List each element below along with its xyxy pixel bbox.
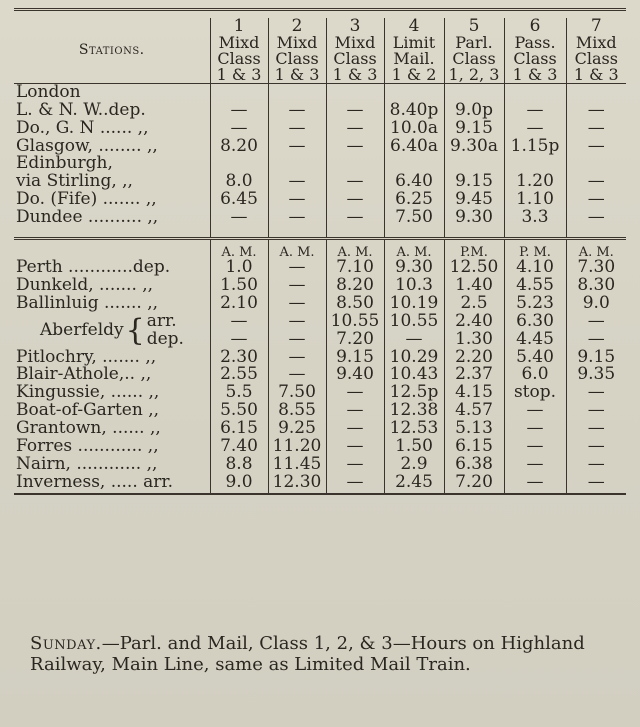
header-row (14, 18, 626, 84)
time-cell: — (566, 313, 626, 331)
station-edinburgh: Edinburgh, (16, 153, 113, 174)
time-cell: 6.15 (210, 420, 268, 438)
stations-heading: Stations. (14, 18, 210, 84)
time-cell: — (566, 438, 626, 456)
arr-label: arr. (146, 310, 177, 331)
time-cell: — (326, 173, 384, 191)
time-cell: 2.37 (444, 366, 504, 384)
am-pm-label: A. M. (384, 238, 444, 259)
time-cell: 8.8 (210, 456, 268, 474)
time-cell: 6.0 (504, 366, 566, 384)
station-name: L. & N. W..dep. (16, 99, 146, 120)
dep-label: dep. (146, 328, 184, 349)
time-cell: 9.45 (444, 191, 504, 209)
time-cell: — (566, 209, 626, 227)
time-cell: — (268, 138, 326, 156)
station-name: Dunkeld, ....... ,, (16, 275, 154, 296)
time-cell: — (566, 102, 626, 120)
time-cell: — (566, 331, 626, 349)
footnote-lead: Sunday. (30, 633, 102, 654)
brace-glyph: { (125, 312, 145, 348)
time-cell: 9.30a (444, 138, 504, 156)
time-cell: 9.30 (384, 259, 444, 277)
footnote-text: —Parl. and Mail, Class 1, 2, & 3—Hours on Highland Railway, Main Line, same as Limited Mail Train. (30, 633, 585, 675)
time-cell: — (210, 120, 268, 138)
time-cell: 8.50 (326, 295, 384, 313)
time-cell: 9.30 (444, 209, 504, 227)
time-cell: 9.0p (444, 102, 504, 120)
time-cell: 1.50 (384, 438, 444, 456)
time-cell: 10.55 (384, 313, 444, 331)
time-cell: 11.45 (268, 456, 326, 474)
time-cell: 9.15 (566, 349, 626, 367)
station-name: Dundee .......... ,, (16, 206, 159, 227)
time-cell: 9.15 (444, 173, 504, 191)
time-cell: 10.3 (384, 277, 444, 295)
time-cell: 7.50 (384, 209, 444, 227)
time-cell: 2.10 (210, 295, 268, 313)
station-name: Nairn, ............ ,, (16, 453, 158, 474)
time-cell: — (326, 474, 384, 495)
time-cell: — (268, 331, 326, 349)
station-name: Perth ............dep. (16, 257, 171, 278)
time-cell: 2.9 (384, 456, 444, 474)
time-cell: 9.15 (444, 120, 504, 138)
time-cell: — (504, 420, 566, 438)
col-head-6: 6 Pass. Class 1 & 3 (504, 18, 566, 84)
time-cell: 4.55 (504, 277, 566, 295)
station-name: Kingussie, ...... ,, (16, 382, 160, 403)
time-cell: — (384, 331, 444, 349)
time-cell: — (210, 331, 268, 349)
time-cell: — (566, 138, 626, 156)
time-cell: — (326, 456, 384, 474)
time-cell: 9.40 (326, 366, 384, 384)
timetable (14, 18, 626, 495)
time-cell: 8.55 (268, 402, 326, 420)
time-cell: — (566, 402, 626, 420)
section-separator (14, 227, 626, 239)
time-cell: — (326, 384, 384, 402)
col-head-1: 1 Mixd Class 1 & 3 (210, 18, 268, 84)
table-row (14, 102, 626, 120)
time-cell: stop. (504, 384, 566, 402)
time-cell: 9.0 (210, 474, 268, 495)
time-cell: 1.40 (444, 277, 504, 295)
time-cell: 12.5p (384, 384, 444, 402)
time-cell: 6.45 (210, 191, 268, 209)
time-cell: 6.30 (504, 313, 566, 331)
am-pm-label: A. M. (268, 238, 326, 259)
time-cell: 9.15 (326, 349, 384, 367)
top-rule (14, 8, 626, 11)
time-cell: 7.30 (566, 259, 626, 277)
time-cell: — (268, 295, 326, 313)
time-cell: 11.20 (268, 438, 326, 456)
time-cell: — (268, 366, 326, 384)
col-head-4: 4 Limit Mail. 1 & 2 (384, 18, 444, 84)
time-cell: — (504, 402, 566, 420)
time-cell: 4.57 (444, 402, 504, 420)
time-cell: — (504, 102, 566, 120)
station-london: London (16, 82, 81, 102)
time-cell: 1.10 (504, 191, 566, 209)
time-cell: 7.50 (268, 384, 326, 402)
time-cell: — (268, 259, 326, 277)
time-cell: 2.45 (384, 474, 444, 495)
time-cell: — (326, 420, 384, 438)
time-cell: — (326, 402, 384, 420)
station-name: Do. (Fife) ....... ,, (16, 189, 157, 210)
table-row (14, 474, 626, 495)
time-cell: 10.0a (384, 120, 444, 138)
station-name: Inverness, ..... arr. (14, 474, 210, 495)
table-row (14, 438, 626, 456)
time-cell: 12.53 (384, 420, 444, 438)
time-cell: 5.5 (210, 384, 268, 402)
time-cell: 6.15 (444, 438, 504, 456)
time-cell: — (268, 102, 326, 120)
time-cell: — (566, 173, 626, 191)
time-cell: 2.5 (444, 295, 504, 313)
col-head-3: 3 Mixd Class 1 & 3 (326, 18, 384, 84)
time-cell: 9.35 (566, 366, 626, 384)
time-cell: — (268, 173, 326, 191)
time-cell: — (504, 456, 566, 474)
time-cell: 7.20 (326, 331, 384, 349)
time-cell: — (326, 102, 384, 120)
aberfeldy-name: Aberfeldy (40, 319, 124, 340)
time-cell: 1.20 (504, 173, 566, 191)
time-cell: 8.40p (384, 102, 444, 120)
time-cell: — (268, 277, 326, 295)
time-cell: 10.19 (384, 295, 444, 313)
time-cell: — (268, 209, 326, 227)
time-cell: 9.0 (566, 295, 626, 313)
time-cell: 1.50 (210, 277, 268, 295)
am-pm-label: A. M. (566, 238, 626, 259)
station-name: Pitlochry, ....... ,, (16, 346, 157, 367)
time-cell: 4.10 (504, 259, 566, 277)
time-cell: 9.25 (268, 420, 326, 438)
time-cell: 7.20 (444, 474, 504, 495)
time-cell: — (326, 438, 384, 456)
time-cell: — (326, 120, 384, 138)
time-cell: — (268, 313, 326, 331)
col-head-7: 7 Mixd Class 1 & 3 (566, 18, 626, 84)
station-aberfeldy (14, 310, 210, 349)
time-cell: 5.13 (444, 420, 504, 438)
station-name: Ballinluig ....... ,, (16, 293, 159, 314)
station-name: Blair-Athole,.. ,, (16, 364, 152, 385)
time-cell: 1.30 (444, 331, 504, 349)
time-cell: 2.55 (210, 366, 268, 384)
time-cell: — (504, 120, 566, 138)
time-cell: — (268, 349, 326, 367)
time-cell: — (566, 191, 626, 209)
time-cell: 7.10 (326, 259, 384, 277)
time-cell: 6.25 (384, 191, 444, 209)
time-cell: 6.38 (444, 456, 504, 474)
time-cell: 1.15p (504, 138, 566, 156)
time-cell: — (566, 120, 626, 138)
time-cell: — (268, 191, 326, 209)
time-cell: 8.30 (566, 277, 626, 295)
time-cell: — (326, 191, 384, 209)
time-cell: — (504, 438, 566, 456)
table-row (14, 209, 626, 227)
time-cell: — (268, 120, 326, 138)
time-cell: — (326, 209, 384, 227)
time-cell: — (566, 474, 626, 495)
station-name: Do., G. N ...... ,, (16, 117, 149, 138)
time-cell: 8.0 (210, 173, 268, 191)
time-cell: — (566, 456, 626, 474)
time-cell: 8.20 (326, 277, 384, 295)
time-cell: 10.43 (384, 366, 444, 384)
time-cell: 1.0 (210, 259, 268, 277)
station-name: Glasgow, ........ ,, (16, 135, 158, 156)
am-pm-label: A. M. (326, 238, 384, 259)
time-cell: 12.38 (384, 402, 444, 420)
station-name: Grantown, ...... ,, (16, 417, 161, 438)
time-cell: — (504, 474, 566, 495)
time-cell: 12.30 (268, 474, 326, 495)
col-head-5: 5 Parl. Class 1, 2, 3 (444, 18, 504, 84)
time-cell: — (326, 138, 384, 156)
time-cell: 6.40 (384, 173, 444, 191)
time-cell: 12.50 (444, 259, 504, 277)
time-cell: — (566, 384, 626, 402)
time-cell: 4.15 (444, 384, 504, 402)
time-cell: 10.55 (326, 313, 384, 331)
time-cell: 8.20 (210, 138, 268, 156)
time-cell: 5.50 (210, 402, 268, 420)
time-cell: — (566, 420, 626, 438)
time-cell: 5.40 (504, 349, 566, 367)
time-cell: 10.29 (384, 349, 444, 367)
time-cell: 6.40a (384, 138, 444, 156)
am-pm-label: P.M. (444, 238, 504, 259)
time-cell: — (210, 102, 268, 120)
am-pm-label: A. M. (210, 238, 268, 259)
sunday-footnote (30, 634, 620, 675)
time-cell: 3.3 (504, 209, 566, 227)
time-cell: — (210, 209, 268, 227)
col-head-2: 2 Mixd Class 1 & 3 (268, 18, 326, 84)
station-name: via Stirling, ,, (16, 171, 133, 192)
time-cell: — (210, 313, 268, 331)
table-row (14, 120, 626, 138)
station-name: Boat-of-Garten ,, (16, 400, 159, 421)
station-name: Forres ............ ,, (16, 435, 159, 456)
table-row (14, 456, 626, 474)
time-cell: 2.20 (444, 349, 504, 367)
time-cell: 5.23 (504, 295, 566, 313)
am-pm-label: P. M. (504, 238, 566, 259)
time-cell: 4.45 (504, 331, 566, 349)
time-cell: 7.40 (210, 438, 268, 456)
time-cell: 2.40 (444, 313, 504, 331)
am-pm-row (14, 238, 626, 259)
time-cell: 2.30 (210, 349, 268, 367)
